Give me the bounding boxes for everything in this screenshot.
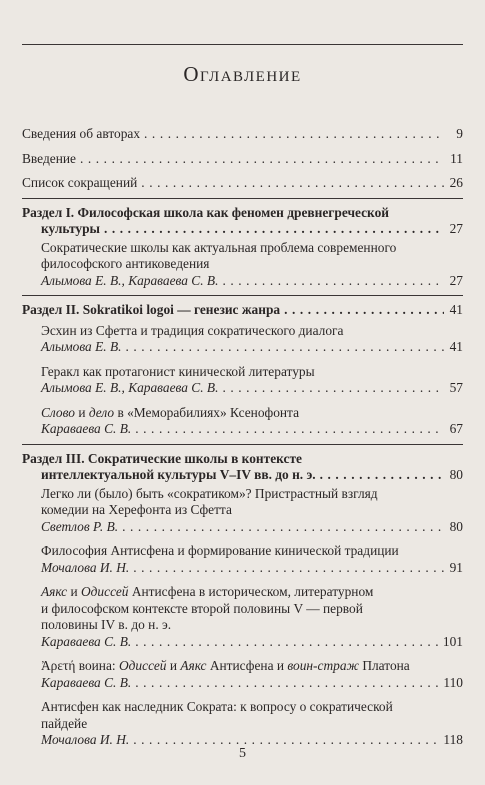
section-title-continuation: интеллектуальной культуры V–IV вв. до н. э. <box>41 467 316 482</box>
article-authors-row <box>41 421 463 438</box>
title-italic-part: дело <box>88 404 115 420</box>
toc-entry-abbreviations <box>22 175 463 192</box>
article-title-line2: философского антиковедения <box>41 256 210 271</box>
toc-page-number: 9 <box>456 126 463 141</box>
article-authors-row <box>41 380 463 397</box>
article-authors: Алымова Е. В., Караваева С. В. <box>41 380 219 395</box>
toc-article <box>22 543 463 576</box>
section-divider <box>22 198 463 199</box>
article-title-line1: Антисфен как наследник Сократа: к вопросу о сократической <box>41 699 393 714</box>
title-italic-part: воин-страж <box>287 658 359 673</box>
table-of-contents <box>22 126 463 749</box>
title-part: и <box>74 404 89 420</box>
toc-page-number: 110 <box>443 674 463 690</box>
toc-page-number: 101 <box>442 633 463 649</box>
article-authors: Мочалова И. Н. <box>41 732 130 747</box>
title-part: Антисфена в историческом, литературном <box>128 584 374 599</box>
article-title <box>41 405 463 422</box>
toc-page-number: 80 <box>449 518 463 534</box>
article-authors-row <box>41 560 463 577</box>
section-1-title-line2 <box>22 221 463 238</box>
toc-page-number: 27 <box>449 272 463 288</box>
toc-page-number: 11 <box>450 150 463 166</box>
section-page-number: 80 <box>449 467 463 482</box>
toc-article <box>22 405 463 438</box>
toc-entry-title: Введение <box>22 150 76 166</box>
article-title <box>41 658 463 675</box>
article-authors: Караваева С. В. <box>41 421 132 436</box>
dot-leader <box>80 151 444 168</box>
section-title: Раздел II. Sokratikoi logoi — генезис жанра <box>22 302 281 317</box>
dot-leader <box>284 302 444 319</box>
toc-article <box>22 323 463 356</box>
title-italic-part: Аякс <box>180 658 207 673</box>
section-3-title-line1: Раздел III. Сократические школы в контексте <box>22 450 302 466</box>
article-authors: Караваева С. В. <box>41 633 132 649</box>
section-page-number: 27 <box>449 221 463 236</box>
title-part: Ἀρετή воина: <box>41 658 119 673</box>
dot-leader <box>122 519 444 536</box>
article-authors: Алымова Е. В. <box>41 339 122 354</box>
article-title: Эсхин из Сфетта и традиция сократического диалога <box>41 322 344 338</box>
dot-leader <box>222 273 444 290</box>
article-authors: Караваева С. В. <box>41 674 132 690</box>
article-title: Геракл как протагонист кинической литературы <box>41 363 315 379</box>
section-divider <box>22 295 463 296</box>
toc-entry-introduction <box>22 151 463 168</box>
article-authors-row <box>41 519 463 536</box>
dot-leader <box>133 560 444 577</box>
toc-article <box>22 364 463 397</box>
section-page-number: 41 <box>449 302 463 317</box>
article-title-line1: Сократические школы как актуальная проблема современного <box>41 239 397 255</box>
section-divider <box>22 444 463 445</box>
title-part: в «Меморабилиях» Ксенофонта <box>114 404 300 420</box>
dot-leader <box>144 126 444 143</box>
article-authors-row <box>41 634 463 651</box>
dot-leader <box>222 380 444 397</box>
section-3-title-line2 <box>22 467 463 484</box>
dot-leader <box>104 221 444 238</box>
title-italic-part: Одиссей <box>118 658 167 673</box>
title-part: и <box>67 584 81 599</box>
page-title: Оглавление <box>183 62 302 86</box>
toc-entry-title: Сведения об авторах <box>22 126 141 141</box>
toc-entry-title: Список сокращений <box>22 175 138 190</box>
toc-article <box>22 584 463 650</box>
dot-leader <box>135 675 440 692</box>
article-authors-row <box>41 339 463 356</box>
article-authors-row <box>41 675 463 692</box>
article-title-line1 <box>41 584 463 601</box>
toc-article <box>22 486 463 536</box>
article-title-line3: половины IV в. до н. э. <box>41 617 172 632</box>
article-title-line1: Легко ли (было) быть «сократиком»? Пристрастный взгляд <box>41 485 378 501</box>
top-rule <box>22 44 463 45</box>
toc-article <box>22 699 463 749</box>
section-1-title-line1: Раздел I. Философская школа как феномен древнегреческой <box>22 204 389 220</box>
toc-page-number: 41 <box>449 339 463 354</box>
toc-page-number: 57 <box>449 380 463 395</box>
title-italic-part: Слово <box>41 404 75 420</box>
article-authors-row <box>41 273 463 290</box>
toc-page-number: 67 <box>449 421 463 436</box>
dot-leader <box>126 339 445 356</box>
article-authors: Светлов Р. В. <box>41 518 119 534</box>
section-title-continuation: культуры <box>41 221 100 236</box>
dot-leader <box>141 175 444 192</box>
dot-leader <box>135 421 444 438</box>
title-part: Антисфена и <box>206 658 288 673</box>
article-title-line2: пайдейе <box>41 715 88 731</box>
toc-page-number: 26 <box>449 175 463 190</box>
toc-entry-authors-info <box>22 126 463 143</box>
title-part: Платона <box>358 658 410 673</box>
section-2-title <box>22 302 463 319</box>
toc-page-number: 118 <box>443 732 463 747</box>
page-number: 5 <box>239 746 246 761</box>
article-authors: Алымова Е. В., Караваева С. В. <box>41 272 219 288</box>
article-title: Философия Антисфена и формирование кинической традиции <box>41 543 399 558</box>
article-title-line2: комедии на Херефонта из Сфетта <box>41 502 232 517</box>
toc-article <box>22 240 463 290</box>
article-authors: Мочалова И. Н. <box>41 559 130 575</box>
title-italic-part: Одиссей <box>80 584 129 599</box>
dot-leader <box>135 634 440 651</box>
title-italic-part: Аякс <box>41 584 68 599</box>
toc-page-number: 91 <box>449 559 463 575</box>
toc-article <box>22 658 463 691</box>
title-part: и <box>166 658 181 673</box>
article-title-line2: и философском контексте второй половины V — первой <box>41 600 363 616</box>
dot-leader <box>320 467 444 484</box>
